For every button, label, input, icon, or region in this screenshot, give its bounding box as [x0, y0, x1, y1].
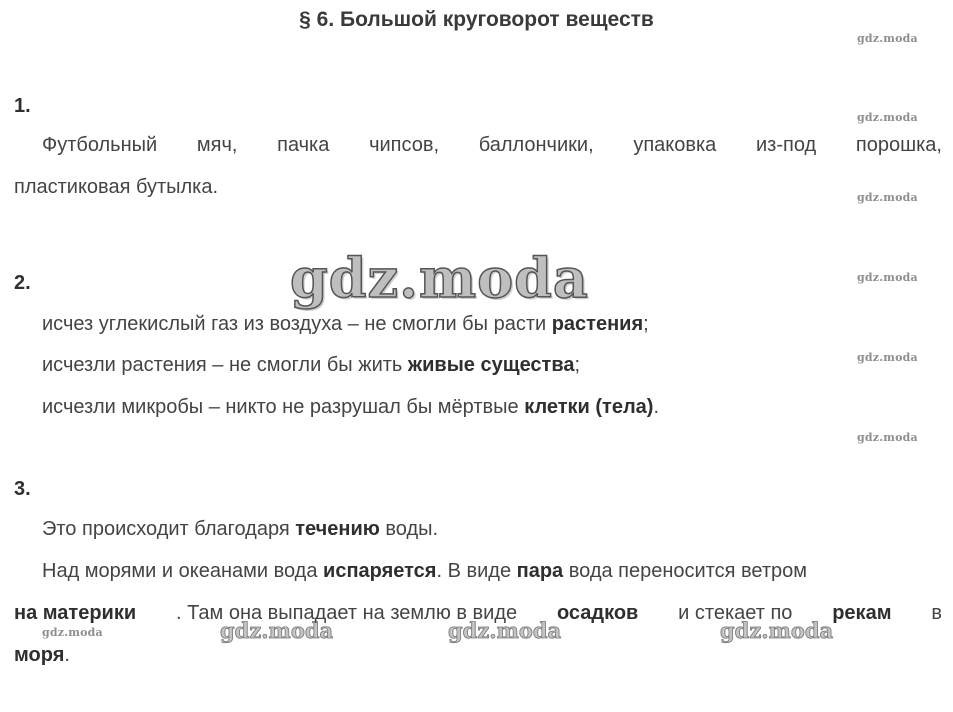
answer-number-3: 3.: [14, 478, 31, 500]
answer-number-2: 2.: [14, 272, 31, 294]
word: порошка,: [855, 134, 942, 156]
bold-term: моря: [14, 644, 65, 666]
watermark: gdz.moda: [42, 626, 103, 639]
word: Футбольный: [42, 134, 158, 156]
answer-1-line-1: [42, 134, 942, 157]
word: из-под: [756, 134, 817, 156]
text: исчез углекислый газ из воздуха – не смогли бы расти: [42, 313, 552, 335]
word: баллончики,: [478, 134, 594, 156]
word: мяч,: [196, 134, 238, 156]
text: ;: [574, 354, 581, 376]
watermark-medium: gdz.moda: [448, 618, 562, 643]
text: .: [64, 644, 70, 666]
word: чипсов,: [369, 134, 440, 156]
text: ;: [643, 313, 649, 335]
watermark: gdz.moda: [857, 351, 918, 364]
text: воды.: [379, 518, 439, 540]
answer-3-line-2: [42, 560, 807, 583]
text: Над морями и океанами вода: [42, 560, 324, 582]
bold-term: течению: [295, 518, 380, 540]
word: пачка: [277, 134, 330, 156]
text: . Там она выпадает на землю в виде: [175, 602, 518, 624]
watermark-large: gdz.moda: [290, 246, 589, 310]
text: исчезли микробы – никто не разрушал бы мёртвые: [42, 396, 525, 418]
watermark: gdz.moda: [857, 191, 918, 204]
answer-2-line-2: [42, 354, 580, 377]
answer-2-line-1: [42, 313, 649, 336]
text: в: [931, 602, 942, 624]
watermark: gdz.moda: [857, 32, 918, 45]
answer-number-1: 1.: [14, 95, 31, 117]
answer-2-line-3: [42, 396, 659, 419]
bold-term: живые существа: [407, 354, 575, 376]
text: и стекает по: [678, 602, 793, 624]
text: вода переносится ветром: [563, 560, 808, 582]
watermark: gdz.moda: [857, 111, 918, 124]
bold-term: осадков: [556, 602, 639, 624]
answer-3-line-1: [42, 518, 438, 541]
watermark-medium: gdz.moda: [220, 618, 334, 643]
bold-term: испаряется: [323, 560, 437, 582]
bold-term: пара: [516, 560, 564, 582]
text: .: [653, 396, 660, 418]
word: упаковка: [633, 134, 717, 156]
text: исчезли растения – не смогли бы жить: [42, 354, 408, 376]
bold-term: растения: [551, 313, 644, 335]
bold-term: рекам: [832, 602, 892, 624]
answer-3-line-3: [14, 602, 942, 625]
page-title: § 6. Большой круговорот веществ: [299, 8, 654, 31]
answer-3-line-4: [14, 644, 70, 667]
watermark: gdz.moda: [857, 271, 918, 284]
answer-1-line-2: пластиковая бутылка.: [14, 176, 219, 198]
watermark: gdz.moda: [857, 431, 918, 444]
watermark-medium: gdz.moda: [720, 618, 834, 643]
text: Это происходит благодаря: [42, 518, 296, 540]
bold-term: на материки: [14, 602, 137, 624]
bold-term: клетки (тела): [524, 396, 654, 418]
text: . В виде: [436, 560, 517, 582]
